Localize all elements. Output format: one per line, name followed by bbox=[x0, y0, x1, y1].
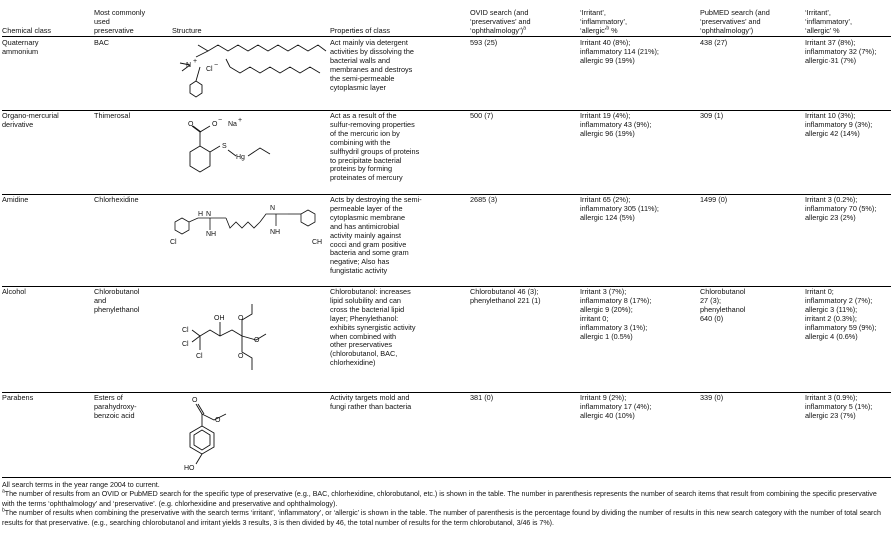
chlorine-label: Cl bbox=[182, 327, 189, 334]
chlorhexidine-structure bbox=[170, 200, 330, 260]
oxygen-label: O bbox=[212, 121, 218, 128]
bac-structure bbox=[170, 37, 330, 109]
pubmed-irritant-cell: Irritant 10 (3%); inflammatory 9 (3%); allergic 42 (14%) bbox=[805, 111, 873, 138]
hydrogen-label: H bbox=[198, 211, 204, 218]
oxygen-label: O bbox=[192, 397, 198, 404]
pubmed-irritant-cell: Irritant 3 (0.9%); inflammatory 5 (1%); allergic 23 (7%) bbox=[805, 393, 873, 420]
header-pubmed-irritant bbox=[805, 8, 852, 35]
chlorine-label: CH bbox=[312, 239, 323, 246]
preservative-cell: Chlorobutanol and phenylethanol bbox=[94, 287, 140, 314]
table-header bbox=[2, 0, 891, 37]
table-row bbox=[2, 194, 891, 287]
preservative-cell: BAC bbox=[94, 38, 110, 47]
preservative-cell: Thimerosal bbox=[94, 111, 131, 120]
oxygen-label: O bbox=[215, 417, 221, 424]
sulfur-label: S bbox=[222, 143, 227, 150]
header-pubmed-search bbox=[700, 8, 770, 35]
ovid-irritant-cell: Irritant 3 (7%); inflammatory 8 (17%); allergic 9 (20%); irritant 0; inflammatory 3 (1%); allergic 1 (0.5%) bbox=[580, 287, 652, 341]
pubmed-irritant-cell: Irritant 3 (0.2%); inflammatory 70 (5%); allergic 23 (2%) bbox=[805, 195, 877, 222]
chloride-label: Cl bbox=[206, 66, 213, 73]
header-ovid-line: ‘ophthalmology’) bbox=[470, 26, 524, 35]
header-pubmed-line: PubMED search (and bbox=[700, 8, 770, 17]
ovid-count-cell: 2685 (3) bbox=[470, 195, 498, 204]
header-preservative-line: Most commonly bbox=[94, 8, 146, 17]
paraben-structure bbox=[170, 392, 330, 476]
header-chemical-class: Chemical class bbox=[2, 26, 52, 35]
footnote-b bbox=[2, 509, 891, 528]
chemical-class-cell: Quaternary ammonium bbox=[2, 38, 39, 56]
header-irritant-line: ‘inflammatory’, bbox=[580, 17, 628, 26]
header-ovid-line: OVID search (and bbox=[470, 8, 529, 17]
footnote-a-text: The number of results from an OVID or PubMED search for the specific type of preservative (e.g., BAC, chlorhexidine, chlorobutanol, etc.) is shown in the table. The number in parenthesis represents the number of search items that result from combining the specific preservative with the terms ‘ophthalmology’ and ‘preservative’. (e.g. chlorhexidine and preservative and ophthalmology). bbox=[2, 490, 877, 508]
nitrogen-label: N bbox=[206, 211, 212, 218]
header-preservative-line: used bbox=[94, 17, 110, 26]
charge-label: − bbox=[214, 62, 219, 69]
table-footnotes bbox=[2, 481, 891, 528]
chemical-class-cell: Organo-mercurial derivative bbox=[2, 111, 59, 129]
table-row bbox=[2, 37, 891, 111]
sodium-label: Na bbox=[228, 121, 237, 128]
footnote-a bbox=[2, 490, 891, 509]
pubmed-count-cell: 309 (1) bbox=[700, 111, 724, 120]
header-pubmed-line: ‘preservatives’ and bbox=[700, 17, 761, 26]
pubmed-count-cell: 1499 (0) bbox=[700, 195, 728, 204]
ovid-count-cell: 593 (25) bbox=[470, 38, 498, 47]
header-irritant-line: ‘allergic’ bbox=[580, 26, 607, 35]
header-structure: Structure bbox=[172, 26, 202, 35]
ovid-irritant-cell: Irritant 19 (4%); inflammatory 43 (9%); allergic 96 (19%) bbox=[580, 111, 652, 138]
amine-label: NH bbox=[206, 231, 217, 238]
ovid-irritant-cell: Irritant 65 (2%); inflammatory 305 (11%); allergic 124 (5%) bbox=[580, 195, 659, 222]
pubmed-irritant-cell: Irritant 0; inflammatory 2 (7%); allergic 3 (11%); irritant 2 (0.3%); inflammatory 59 (9%); allergic 4 (0.6%) bbox=[805, 287, 877, 341]
pubmed-irritant-cell: Irritant 37 (8%); inflammatory 32 (7%); allergic·31 (7%) bbox=[805, 38, 877, 65]
chlorine-label: Cl bbox=[196, 353, 203, 360]
nitrogen-label: N bbox=[270, 205, 276, 212]
hydroxyl-label: HO bbox=[184, 465, 195, 472]
footnote-b-marker: b bbox=[2, 507, 5, 514]
charge-label: + bbox=[193, 58, 198, 65]
ovid-count-cell: 500 (7) bbox=[470, 111, 494, 120]
footnote-b-text: The number of results when combining the preservative with the search terms ‘irritant’, ‘inflammatory’, or ‘allergic’ is shown in the table. The number of parenthesis is the percentage found by dividing the number of results in this new search category with the number of total search results for that preservative. (e.g., searching chlorobutanol and irritant yields 3 results, 3 is then divided by 46, the total number of results for the term chlorobutanol, 3/46 is 7%). bbox=[2, 509, 881, 527]
thimerosal-structure bbox=[170, 110, 330, 192]
oxygen-label: O bbox=[238, 353, 244, 360]
chlorine-label: Cl bbox=[182, 341, 189, 348]
properties-cell: Acts by destroying the semi- permeable layer of the cytoplasmic membrane and has antimicrobial activity mainly against cocci and gram positive bacteria and some gram negative; Also has fungistatic activity bbox=[330, 195, 422, 276]
header-irritant-line: ‘Irritant’, bbox=[805, 8, 831, 17]
properties-cell: Act mainly via detergent activities by dissolving the bacterial walls and membranes and destroys the semi-permeable cytoplasmic layer bbox=[330, 38, 414, 92]
header-ovid-search bbox=[470, 8, 531, 35]
properties-cell: Act as a result of the sulfur-removing properties of the mercuric ion by combining with the sulfhydril groups of proteins to precipitate bacterial proteins by forming proteinates of mercury bbox=[330, 111, 420, 183]
header-irritant-line: ‘Irritant’, bbox=[580, 8, 606, 17]
header-ovid-irritant bbox=[580, 8, 627, 35]
oxygen-label: O bbox=[188, 121, 194, 128]
properties-cell: Chlorobutanol: increases lipid solubility and can cross the bacterial lipid layer; Phenylethanol: exhibits synergistic activity when combined with other preservatives (chlorobutanol, BAC, chlorhexidine) bbox=[330, 287, 416, 368]
chemical-class-cell: Parabens bbox=[2, 393, 34, 402]
table-row bbox=[2, 110, 891, 195]
nitrogen-label: N bbox=[186, 62, 192, 69]
footnote-a-marker: a bbox=[523, 25, 526, 32]
chemical-class-cell: Amidine bbox=[2, 195, 29, 204]
pubmed-count-cell: 339 (0) bbox=[700, 393, 724, 402]
preservative-cell: Esters of parahydroxy- benzoic acid bbox=[94, 393, 137, 420]
header-properties: Properties of class bbox=[330, 26, 391, 35]
mercury-label: Hg bbox=[236, 154, 245, 161]
charge-label: − bbox=[218, 117, 223, 124]
pubmed-count-cell: Chlorobutanol 27 (3); phenylethanol 640 (0) bbox=[700, 287, 746, 323]
ovid-count-cell: Chlorobutanol 46 (3); phenylethanol 221 (1) bbox=[470, 287, 541, 305]
header-ovid-line: ‘preservatives’ and bbox=[470, 17, 531, 26]
charge-label: + bbox=[238, 117, 243, 124]
header-preservative bbox=[94, 8, 145, 35]
chlorine-label: Cl bbox=[170, 239, 177, 246]
ovid-count-cell: 381 (0) bbox=[470, 393, 494, 402]
chlorobutanol-structure bbox=[170, 286, 330, 390]
ovid-irritant-cell: Irritant 40 (8%); inflammatory 114 (21%); allergic 99 (19%) bbox=[580, 38, 659, 65]
header-preservative-line: preservative bbox=[94, 26, 134, 35]
properties-cell: Activity targets mold and fungi rather than bacteria bbox=[330, 393, 412, 411]
ovid-irritant-cell: Irritant 9 (2%); inflammatory 17 (4%); allergic 40 (10%) bbox=[580, 393, 652, 420]
header-pubmed-line: ‘ophthalmology’) bbox=[700, 26, 754, 35]
table-row bbox=[2, 286, 891, 393]
header-irritant-line: ‘allergic’ % bbox=[805, 26, 840, 35]
pubmed-count-cell: 438 (27) bbox=[700, 38, 728, 47]
amine-label: NH bbox=[270, 229, 281, 236]
hydroxyl-label: OH bbox=[214, 315, 225, 322]
oxygen-label: O bbox=[254, 337, 260, 344]
footnote-a-marker: a bbox=[2, 489, 5, 496]
footnote-b-marker: b bbox=[606, 25, 610, 32]
header-percent: % bbox=[609, 26, 618, 35]
preservative-cell: Chlorhexidine bbox=[94, 195, 139, 204]
oxygen-label: O bbox=[238, 315, 244, 322]
footnote-search-range: All search terms in the year range 2004 to current. bbox=[2, 481, 160, 489]
header-irritant-line: ‘inflammatory’, bbox=[805, 17, 853, 26]
chemical-class-cell: Alcohol bbox=[2, 287, 26, 296]
table-row bbox=[2, 392, 891, 478]
